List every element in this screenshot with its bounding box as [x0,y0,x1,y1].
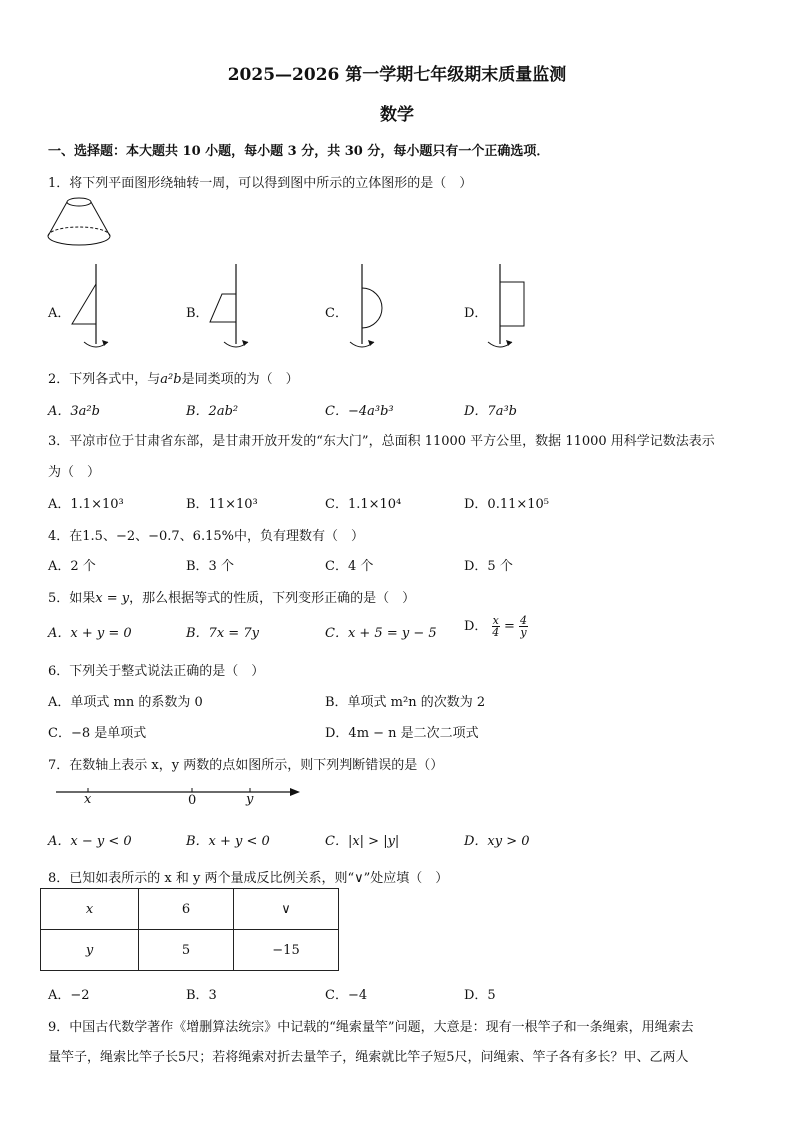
q3-option-d[interactable]: D．0.11×10⁵ [464,497,550,512]
q8-option-d[interactable]: D．5 [464,988,496,1003]
q8-option-c[interactable]: C．−4 [325,988,368,1003]
table-cell: x [41,889,139,930]
table-cell: 5 [139,930,234,971]
q7-option-b[interactable]: B．x + y < 0 [186,834,270,849]
table-cell: y [41,930,139,971]
q4-option-d[interactable]: D．5 个 [464,559,513,574]
q5-option-b[interactable]: B．7x = 7y [186,626,259,641]
q5-option-d-frac-right: $\frac{4}{y}$ [519,614,527,639]
q7-option-d[interactable]: D．xy > 0 [464,834,530,849]
q8-stem: 8．已知如表所示的 x 和 y 两个量成反比例关系，则“∨”处应填（ ） [48,871,449,886]
q5-option-d-label: D． [464,619,488,634]
q1-option-d[interactable]: D． [464,306,488,321]
q6-option-b[interactable]: B．单项式 m²n 的次数为 2 [325,695,486,710]
subject-title: 数学 [380,105,414,125]
table-row [41,930,339,971]
q4-option-b[interactable]: B．3 个 [186,559,234,574]
q7-option-c[interactable]: C．|x| > |y| [325,834,400,849]
q7-option-a[interactable]: A．x − y < 0 [48,834,132,849]
q4-option-a[interactable]: A．2 个 [48,559,96,574]
q9-stem-line2: 量竿子，绳索比竿子长5尺；若将绳索对折去量竿子，绳索就比竿子短5尺，问绳索、竿子各有多长？甲、乙两人 [48,1050,689,1065]
q5-option-a[interactable]: A．x + y = 0 [48,626,132,641]
table-cell: ∨ [234,889,339,930]
q8-table [40,888,339,971]
table-cell: 6 [139,889,234,930]
q5-stem: 5．如果x = y，那么根据等式的性质，下列变形正确的是（ ） [48,591,416,606]
q2-option-d[interactable]: D．7a³b [464,404,517,419]
q6-option-d[interactable]: D．4m − n 是二次二项式 [325,726,479,741]
q2-stem: 2．下列各式中，与a²b是同类项的为（ ） [48,372,299,387]
q8-option-b[interactable]: B．3 [186,988,217,1003]
q1-option-d-figure [482,262,532,354]
q4-option-c[interactable]: C．4 个 [325,559,374,574]
q5-option-d-eq: = [503,619,515,634]
frustum-figure [44,194,114,252]
q5-option-c[interactable]: C．x + 5 = y − 5 [325,626,437,641]
q1-option-b[interactable]: B． [186,306,209,321]
section-heading: 一、选择题：本大题共 10 小题，每小题 3 分，共 30 分，每小题只有一个正确选项． [48,144,550,159]
number-line-label-y: y [246,792,254,807]
q6-option-a[interactable]: A．单项式 mn 的系数为 0 [48,695,203,710]
q3-option-c[interactable]: C．1.1×10⁴ [325,497,402,512]
q2-option-c[interactable]: C．−4a³b³ [325,404,394,419]
q2-option-b[interactable]: B．2ab² [186,404,239,419]
table-cell: −15 [234,930,339,971]
table-row [41,889,339,930]
number-line-label-x: x [84,792,92,807]
q5-option-d-frac-left: $\frac{x}{4}$ [492,614,500,639]
page-title: 2025—2026 第一学期七年级期末质量监测 [227,65,567,85]
q2-option-a[interactable]: A．3a²b [48,404,100,419]
q9-stem-line1: 9．中国古代数学著作《增删算法统宗》中记载的“绳索量竿”问题，大意是：现有一根竿子和一条绳索，用绳索去 [48,1020,694,1035]
q3-stem-line1: 3．平凉市位于甘肃省东部，是甘肃开放开发的“东大门”，总面积 11000 平方公里，数据 11000 用科学记数法表示 [48,434,715,449]
q6-option-c[interactable]: C．−8 是单项式 [48,726,147,741]
q1-option-a[interactable]: A． [48,306,71,321]
q3-option-a[interactable]: A．1.1×10³ [48,497,124,512]
q1-option-b-figure [204,262,254,354]
q1-option-a-figure [66,262,116,354]
q8-option-a[interactable]: A．−2 [48,988,90,1003]
q5-option-d[interactable] [464,615,528,638]
q3-option-b[interactable]: B．11×10³ [186,497,258,512]
number-line-label-zero: 0 [188,793,197,808]
q6-stem: 6．下列关于整式说法正确的是（ ） [48,664,265,679]
q4-stem: 4．在1.5、−2、−0.7、6.15%中，负有理数有（ ） [48,529,364,544]
q1-option-c-figure [344,262,394,354]
q3-stem-line2: 为（ ） [48,465,101,480]
q1-option-c[interactable]: C． [325,306,348,321]
q7-stem: 7．在数轴上表示 x，y 两数的点如图所示，则下列判断错误的是（） [48,758,444,773]
q1-stem: 1．将下列平面图形绕轴转一周，可以得到图中所示的立体图形的是（ ） [48,176,473,191]
